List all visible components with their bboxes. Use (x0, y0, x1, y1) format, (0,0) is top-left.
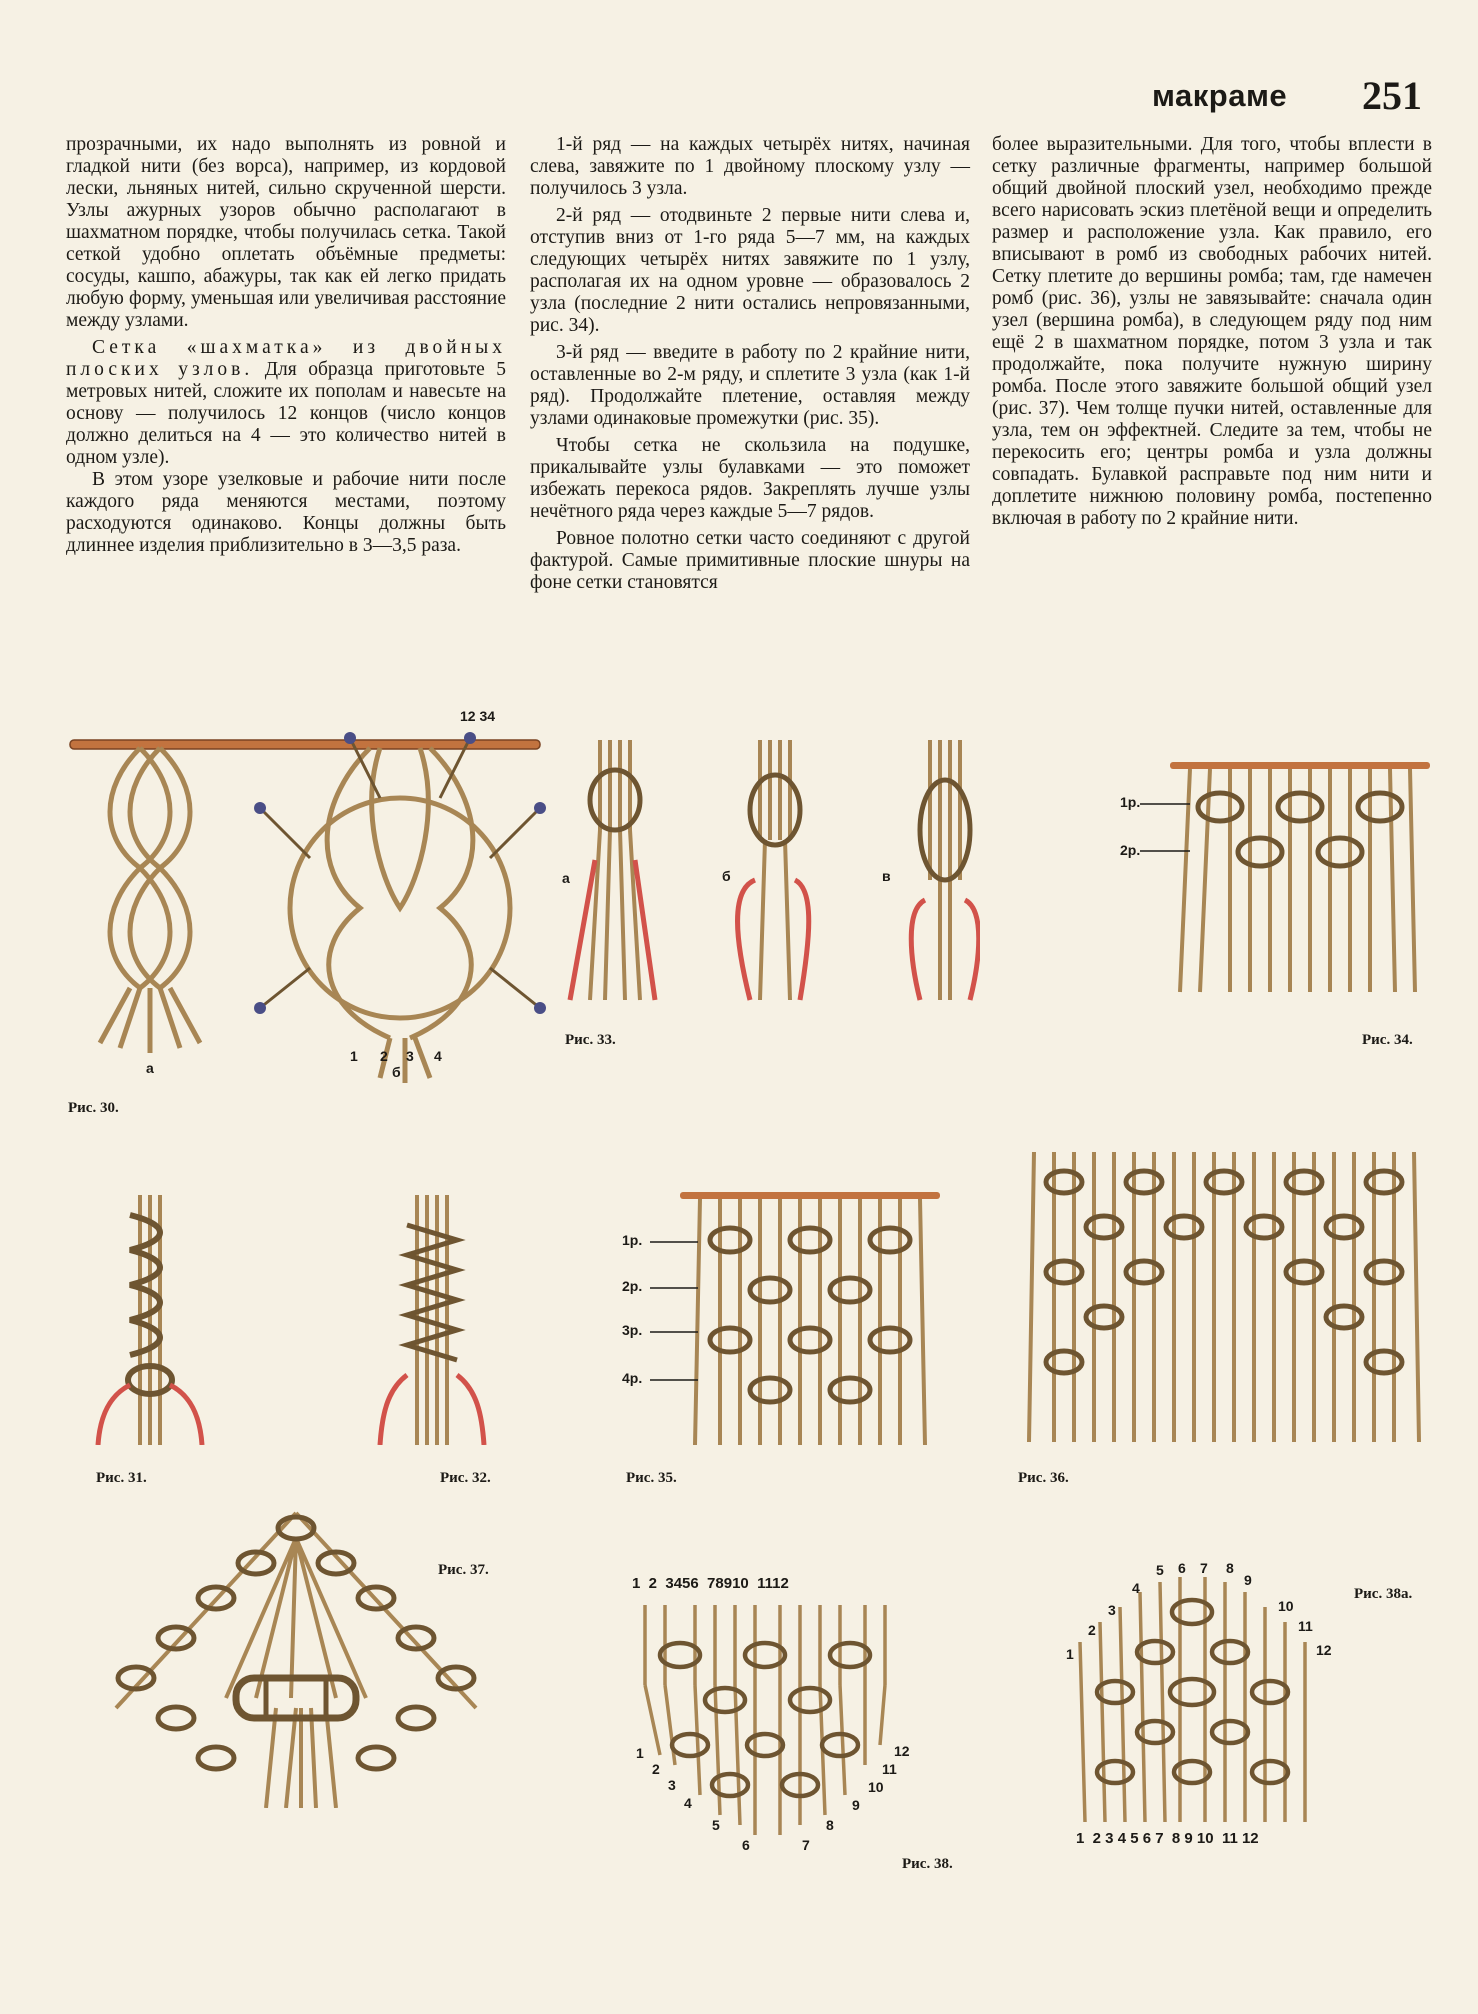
paragraph: прозрачными, их надо выполнять из ровной и гладкой нити (без ворса), например, из кордовой лески, льняных нитей, сильно скрученной шерсти. Узлы ажурных узоров обычно располагают в шахматном порядке, чтобы получилась сетка. Такой сеткой удобно оплетать объёмные предметы: сосуды, кашпо, абажуры, так как ей легко придать любую форму, уменьшая или увеличивая расстояние между узлами. (66, 134, 506, 331)
figure-38a (1060, 1552, 1350, 1852)
figure-32-caption: Рис. 32. (440, 1470, 491, 1486)
figure-30-num-2: 2 (380, 1048, 388, 1064)
figure-38-side-3: 3 (668, 1777, 676, 1793)
paragraph: 1-й ряд — на каждых четырёх нитях, начиная слева, завяжите по 1 двойному плоскому узлу — получилось 3 узла. (530, 134, 970, 199)
figure-37-illustration (96, 1508, 496, 1808)
paragraph (66, 337, 506, 469)
figure-30-top-numbers: 12 34 (460, 708, 496, 724)
figure-35-row-4: 4р. (622, 1370, 643, 1386)
figure-34-illustration (1120, 752, 1440, 997)
figure-38a-top-5: 5 (1156, 1562, 1164, 1578)
figure-38a-caption: Рис. 38а. (1354, 1586, 1413, 1602)
paragraph: В этом узоре узелковые и рабочие нити после каждого ряда меняются местами, поэтому расходуются одинаково. Концы должны быть длиннее изделия приблизительно в 3—3,5 раза. (66, 469, 506, 556)
figure-35 (620, 1180, 960, 1450)
figure-37 (96, 1508, 496, 1808)
paragraph: более выразительными. Для того, чтобы вплести в сетку различные фрагменты, например большой общий двойной плоский узел, необходимо прежде всего нарисовать эскиз плетёной вещи и определить размер и расположение узла. Как правило, его вписывают в ромб из свободных рабочих нитей. Сетку плетите до вершины ромба; там, где намечен ромб (рис. 36), узлы не завязывайте: сначала один узел (вершина ромба), в следующем ряду под ним ещё 2 в шахматном порядке, потом 3 узла и так продолжайте, пока получите нужную ширину ромба. После этого завяжите большой общий узел (рис. 37). Чем толще пучки нитей, оставленные для узла, тем он эффектней. Следите за тем, чтобы не перекосить его; центры ромба и узла должны совпадать. Булавкой расправьте под ним нити и доплетите нижнюю половину ромба, постепенно включая в работу по 2 крайние нити. (992, 134, 1432, 529)
figure-30-label-a: а (146, 1060, 154, 1076)
figure-38a-top-7: 7 (1200, 1560, 1208, 1576)
figure-38-caption: Рис. 38. (902, 1856, 953, 1872)
paragraph: Чтобы сетка не скользила на подушке, прикалывайте узлы булавками — это поможет избежать перекоса рядов. Закреплять лучше узлы нечётного ряда через каждые 5—7 рядов. (530, 435, 970, 522)
figure-38-side-2: 2 (652, 1761, 660, 1777)
section-title: макраме (1152, 78, 1288, 113)
figure-38-side-12: 12 (894, 1743, 910, 1759)
figure-34 (1120, 752, 1440, 997)
paragraph: 2-й ряд — отодвиньте 2 первые нити слева и, отступив вниз от 1-го ряда 5—7 мм, на каждых следующих четырёх нитях завяжите по 1 узлу, располагая их на одном уровне — образовалось 2 узла (последние 2 нити остались непровязанными, рис. 34). (530, 205, 970, 336)
paragraph-text: Для образца приготовьте 5 метровых нитей, сложите их пополам и навесьте на основу — получилось 12 концов (число концов должно делиться на 4 — это количество нитей в одном узле). (66, 359, 507, 468)
figure-30-num-4: 4 (434, 1048, 442, 1064)
figure-30-num-3: 3 (406, 1048, 414, 1064)
figure-38a-top-11: 11 (1298, 1618, 1313, 1634)
figure-38-side-11: 11 (882, 1761, 897, 1777)
figure-33-illustration (560, 740, 980, 1010)
figure-30-illustration (60, 708, 550, 1088)
figure-38 (630, 1575, 920, 1855)
figure-30 (60, 708, 550, 1088)
figure-38a-top-8: 8 (1226, 1560, 1234, 1576)
figure-33-label-v: в (882, 868, 891, 884)
paragraph: 3-й ряд — введите в работу по 2 крайние нити, оставленные во 2-м ряду, и сплетите 3 узла (как 1-й ряд). Продолжайте плетение, оставляя между узлами одинаковые промежутки (рис. 35). (530, 342, 970, 429)
figure-36 (1014, 1152, 1434, 1442)
figure-38-side-6: 6 (742, 1837, 750, 1853)
figure-38-side-4: 4 (684, 1795, 692, 1811)
figure-33 (560, 740, 980, 1010)
figure-34-caption: Рис. 34. (1362, 1032, 1413, 1048)
figure-30-label-b: б (392, 1064, 401, 1080)
figure-38a-illustration (1060, 1552, 1350, 1852)
figure-30-caption: Рис. 30. (68, 1100, 119, 1116)
subheading: Сетка «шахматка» из двойных плоских узлов. (66, 337, 506, 380)
figure-31-caption: Рис. 31. (96, 1470, 147, 1486)
figure-38-side-5: 5 (712, 1817, 720, 1833)
figure-38-side-8: 8 (826, 1817, 834, 1833)
figure-31 (90, 1195, 210, 1445)
figure-38-side-9: 9 (852, 1797, 860, 1813)
text-column-3 (992, 134, 1432, 535)
figure-38a-top-2: 2 (1088, 1622, 1096, 1638)
figure-38a-top-9: 9 (1244, 1572, 1252, 1588)
figure-30-num-1: 1 (350, 1048, 358, 1064)
figure-38a-bottom-numbers: 1 2 3 4 5 6 7 8 9 10 11 12 (1076, 1830, 1259, 1847)
figure-38a-top-3: 3 (1108, 1602, 1116, 1618)
figure-36-illustration (1014, 1152, 1434, 1442)
figure-35-illustration (620, 1180, 960, 1450)
figure-38-side-7: 7 (802, 1837, 810, 1853)
figure-34-row-1: 1р. (1120, 794, 1141, 810)
figure-32 (372, 1195, 492, 1445)
figure-38-top-numbers: 1 2 3456 78910 1112 (632, 1575, 789, 1592)
figure-33-label-b: б (722, 868, 731, 884)
figure-38a-top-4: 4 (1132, 1580, 1140, 1596)
text-column-1 (66, 134, 506, 562)
figure-36-caption: Рис. 36. (1018, 1470, 1069, 1486)
figure-34-row-2: 2р. (1120, 842, 1141, 858)
figure-38-side-1: 1 (636, 1745, 644, 1761)
paragraph: Ровное полотно сетки часто соединяют с другой фактурой. Самые примитивные плоские шнуры на фоне сетки становятся (530, 528, 970, 593)
figure-31-illustration (90, 1195, 210, 1445)
figure-38-side-10: 10 (868, 1779, 884, 1795)
figure-38a-top-12: 12 (1316, 1642, 1332, 1658)
text-column-2 (530, 134, 970, 599)
figure-33-caption: Рис. 33. (565, 1032, 616, 1048)
figure-35-row-2: 2р. (622, 1278, 643, 1294)
page-number: 251 (1362, 73, 1422, 118)
figure-38a-top-6: 6 (1178, 1560, 1186, 1576)
figure-32-illustration (372, 1195, 492, 1445)
figure-35-row-1: 1р. (622, 1232, 643, 1248)
figure-38a-top-1: 1 (1066, 1646, 1074, 1662)
figure-37-caption: Рис. 37. (438, 1562, 489, 1578)
figure-35-caption: Рис. 35. (626, 1470, 677, 1486)
figure-38a-top-10: 10 (1278, 1598, 1294, 1614)
figure-33-label-a: а (562, 870, 570, 886)
figure-35-row-3: 3р. (622, 1322, 643, 1338)
figure-38-illustration (630, 1575, 920, 1855)
